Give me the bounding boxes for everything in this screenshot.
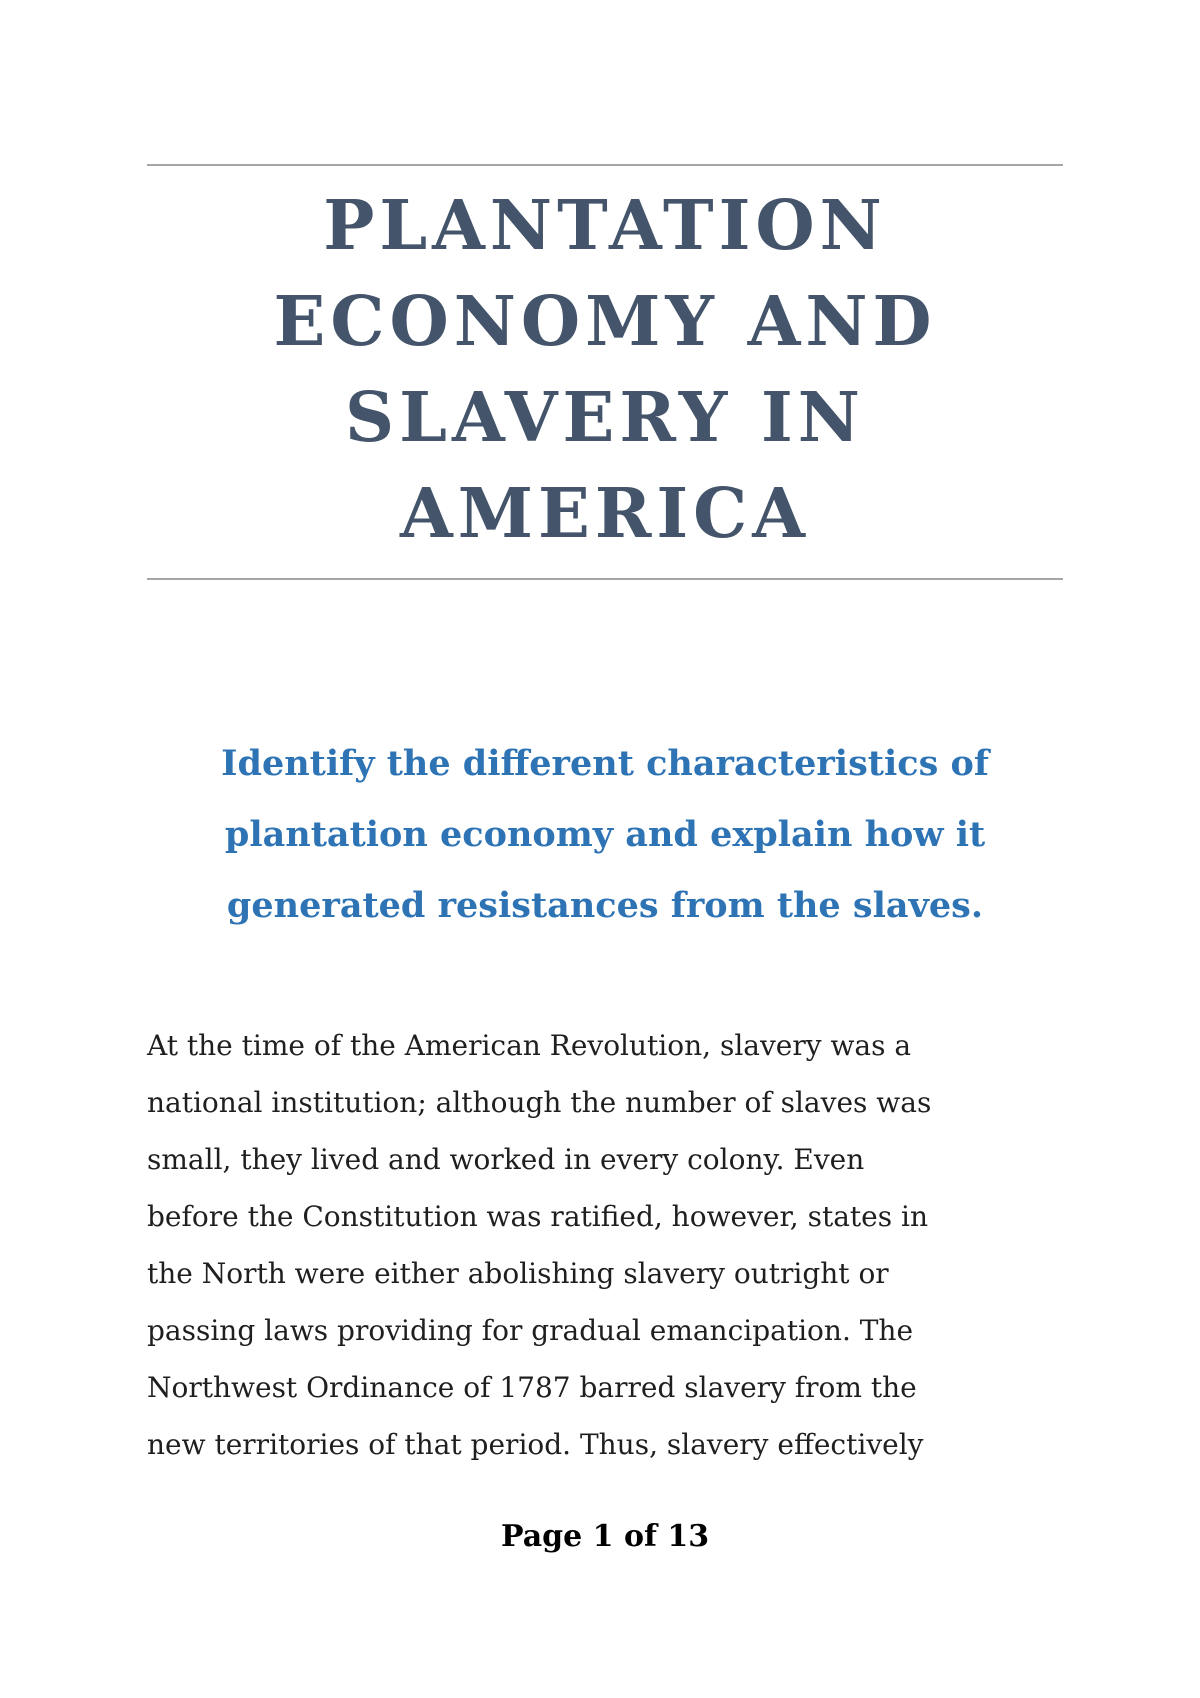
document-subtitle [147, 728, 1063, 941]
title-line: ECONOMY AND [273, 282, 937, 362]
subtitle-line: plantation economy and explain how it [224, 814, 986, 855]
body-line: before the Constitution was ratified, however, states in [147, 1200, 929, 1233]
title-bottom-divider [147, 578, 1063, 580]
body-line: Northwest Ordinance of 1787 barred slavery from the [147, 1371, 917, 1404]
title-line: SLAVERY IN [345, 378, 865, 458]
body-line: passing laws providing for gradual emancipation. The [147, 1314, 914, 1347]
body-line: new territories of that period. Thus, slavery effectively [147, 1428, 924, 1461]
body-paragraph [147, 1017, 1063, 1473]
title-line: PLANTATION [323, 186, 887, 266]
subtitle-line: generated resistances from the slaves. [226, 885, 984, 926]
title-top-divider [147, 164, 1063, 166]
title-line: AMERICA [399, 474, 811, 554]
body-line: the North were either abolishing slavery outright or [147, 1257, 889, 1290]
body-line: small, they lived and worked in every colony. Even [147, 1143, 865, 1176]
subtitle-line: Identify the different characteristics of [221, 743, 989, 784]
page-number-footer: Page 1 of 13 [500, 1519, 710, 1554]
document-title [147, 178, 1063, 562]
body-line: national institution; although the number of slaves was [147, 1086, 932, 1119]
body-line: At the time of the American Revolution, slavery was a [147, 1029, 912, 1062]
